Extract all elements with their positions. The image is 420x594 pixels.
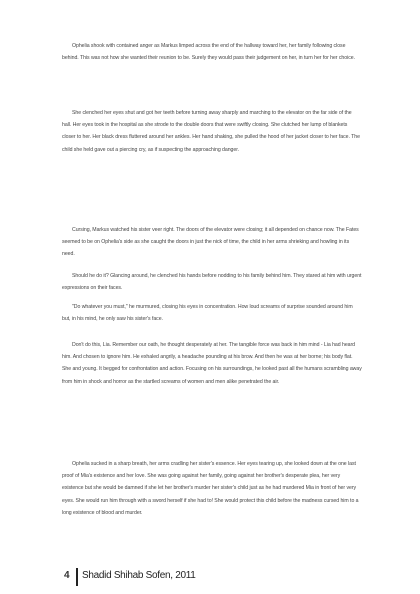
author-credit: Shadid Shihab Sofen, 2011: [82, 570, 196, 581]
paragraph-7: Ophelia sucked in a sharp breath, her arms cradling her sister's essence. Her eyes tearing up, she looked down at the one last proof of Mia's existence and her love. She was going against her family, going against her brother's desperate plea, her very existence but she would be damned if she let her brother's murder her sister's child just as he had murdered Mia in front of her very eyes. She would run him through with a sword herself if she had to! She would protect this child before the madness cursed him to a long existence of blood and murder.: [62, 461, 359, 516]
paragraph-1: Ophelia shook with contained anger as Markus limped across the end of the hallway toward her, her family following close behind. This was not how she wanted their reunion to be. Surely they would pass their judgement on her, in turn her for her choice.: [62, 43, 355, 62]
paragraph-2: She clenched her eyes shut and got her teeth before turning away sharply and marching to the elevator on the far side of the hall. Her eyes took in the hospital as she strode to the double doors that were swiftly closing. She clutched her lump of blankets closer to her. Her black dress fluttered around her ankles. Her hand shaking, she pulled the hood of her jacket closer to her face. The child she held gave out a piercing cry, as if suspecting the approaching danger.: [62, 110, 360, 153]
page-footer: [56, 568, 356, 586]
paragraph-5: "Do whatever you must," he murmured, closing his eyes in concentration. How loud screams of surprise sounded around him but, in his mind, he only saw his sister's face.: [62, 304, 353, 323]
footer-divider: [76, 568, 78, 586]
page-number: 4: [64, 570, 70, 581]
paragraph-3: Cursing, Markus watched his sister veer right. The doors of the elevator were closing; it all depended on chance now. The Fates seemed to be on Ophelia's side as she caught the doors in just the nick of time, the child in her arms shrieking and howling in its need.: [62, 227, 359, 258]
paragraph-4: Should he do it? Glancing around, he clenched his hands before nodding to his family behind him. They stared at him with urgent expressions on their faces.: [62, 273, 362, 292]
paragraph-6: Don't do this, Lia. Remember our oath, he thought desperately at her. The tangible force was back in him mind - Lia had heard him. And chosen to ignore him. He exhaled angrily, a headache pounding at his brow. And then he was at her borne; his body flat. She and young. It begged for confrontation and action. Focusing on his surroundings, he looked past all the humans scrambling away from him in shock and horror as the startled screams of women and men alike penetrated the air.: [62, 342, 362, 385]
